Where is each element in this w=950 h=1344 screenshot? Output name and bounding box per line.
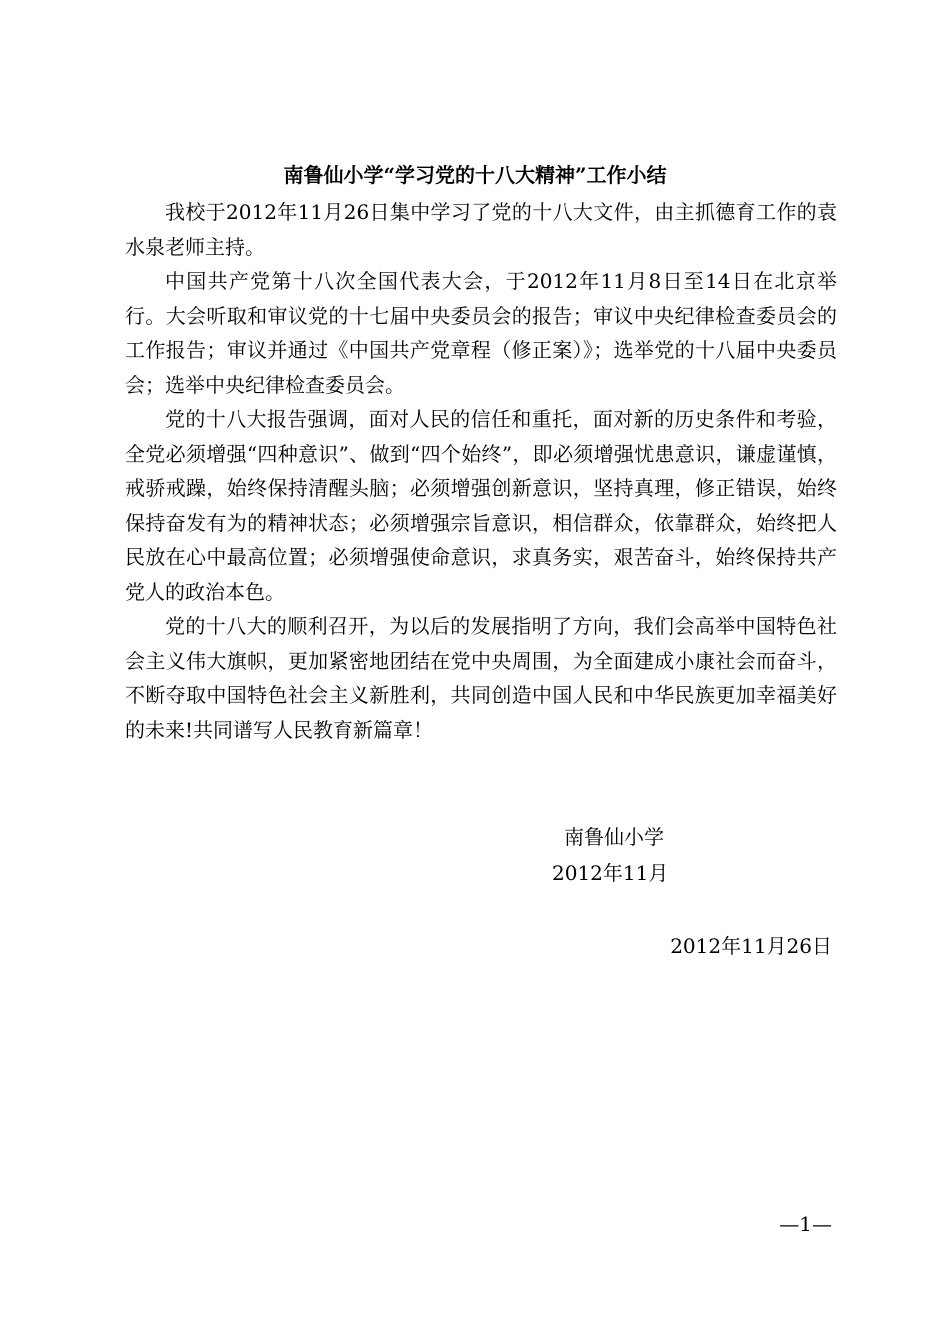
paragraph-congress-info: 中国共产党第十八次全国代表大会，于2012年11月8日至14日在北京举行。大会听取和审议党的十七届中央委员会的报告；审议中央纪律检查委员会的工作报告；审议并通过《中国共产党章程（修正案）》；选举党的十八届中央委员会；选举中央纪律检查委员会。 (125, 269, 837, 397)
document-body (125, 195, 837, 747)
signature-date: 2012年11月 (552, 861, 669, 885)
final-date: 2012年11月26日 (670, 934, 832, 958)
page-number: —1— (779, 1212, 832, 1236)
paragraph-report-emphasis: 党的十八大报告强调，面对人民的信任和重托，面对新的历史条件和考验，全党必须增强“四种意识”、做到“四个始终”，即必须增强忧患意识，谦虚谨慎，戒骄戒躁，始终保持清醒头脑；必须增强创新意识，坚持真理，修正错误，始终保持奋发有为的精神状态；必须增强宗旨意识，相信群众，依靠群众，始终把人民放在心中最高位置；必须增强使命意识，求真务实，艰苦奋斗，始终保持共产党人的政治本色。 (125, 407, 837, 604)
document-title: 南鲁仙小学“学习党的十八大精神”工作小结 (283, 163, 667, 187)
signature-organization: 南鲁仙小学 (564, 825, 664, 849)
paragraph-study-session: 我校于2012年11月26日集中学习了党的十八大文件，由主抓德育工作的袁水泉老师主持。 (125, 200, 837, 259)
paragraph-conclusion: 党的十八大的顺利召开，为以后的发展指明了方向，我们会高举中国特色社会主义伟大旗帜，更加紧密地团结在党中央周围，为全面建成小康社会而奋斗，不断夺取中国特色社会主义新胜利，共同创造中国人民和中华民族更加幸福美好的未来!共同谱写人民教育新篇章！ (125, 614, 837, 742)
